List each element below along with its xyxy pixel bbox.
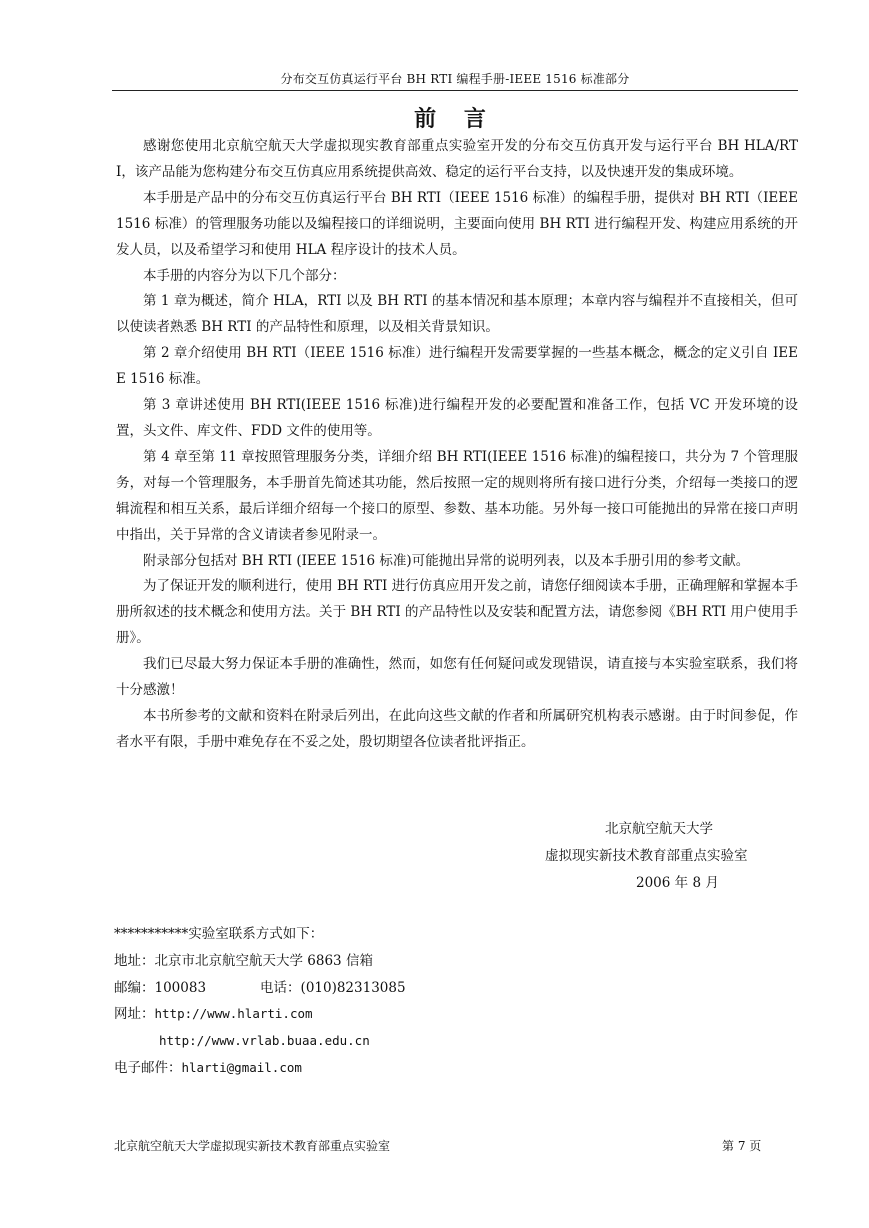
contact-address: 地址：北京市北京航空航天大学 6863 信箱 (114, 952, 373, 969)
contact-block (114, 921, 800, 1082)
paragraph: 我们已尽最大努力保证本手册的准确性，然而，如您有任何疑问或发现错误，请直接与本实验室联系，我们将十分感激！ (116, 656, 798, 699)
footer-page-number: 第 7 页 (722, 1139, 762, 1153)
footer-org: 北京航空航天大学虚拟现实新技术教育部重点实验室 (114, 1139, 391, 1153)
paragraph: 第 3 章讲述使用 BH RTI(IEEE 1516 标准)进行编程开发的必要配置和准备工作，包括 VC 开发环境的设置，头文件、库文件、FDD 文件的使用等。 (116, 397, 798, 439)
paragraph: 本书所参考的文献和资料在附录后列出，在此向这些文献的作者和所属研究机构表示感谢。由于时间参促，作者水平有限，手册中难免存在不妥之处，殷切期望各位读者批评指正。 (116, 707, 798, 750)
paragraph: 第 2 章介绍使用 BH RTI（IEEE 1516 标准）进行编程开发需要掌握的一些基本概念，概念的定义引自 IEEE 1516 标准。 (116, 345, 798, 388)
contact-email-row (114, 1055, 800, 1082)
website-label: 网址： (114, 1006, 155, 1023)
header-rule (112, 90, 798, 91)
contact-phone: 电话：(010)82313085 (260, 979, 406, 996)
contact-website-row-2 (114, 1028, 800, 1055)
preface-body (116, 134, 798, 756)
email-label: 电子邮件： (114, 1059, 182, 1076)
email-link[interactable]: hlarti@gmail.com (181, 1059, 302, 1075)
running-header: 分布交互仿真运行平台 BH RTI 编程手册-IEEE 1516 标准部分 (280, 72, 630, 86)
paragraph: 第 4 章至第 11 章按照管理服务分类，详细介绍 BH RTI(IEEE 1516 标准)的编程接口，共分为 7 个管理服务，对每一个管理服务，本手册首先简述其功能，然后按照一定的规则将所有接口进行分类，介绍每一类接口的逻辑流程和相互关系，最后详细介绍每一个接口的原型、参数、基本功能。另外每一接口可能抛出的异常在接口声明中指出，关于异常的含义请读者参见附录一。 (116, 448, 798, 543)
signature-block (112, 816, 798, 897)
paragraph: 为了保证开发的顺利进行，使用 BH RTI 进行仿真应用开发之前，请您仔细阅读本手册，正确理解和掌握本手册所叙述的技术概念和使用方法。关于 BH RTI 的产品特性以及安装和配置方法，请您参阅《BH RTI 用户使用手册》。 (116, 578, 798, 647)
preface-title: 前 言 (414, 106, 496, 132)
signature-org: 北京航空航天大学 (605, 821, 713, 837)
contact-heading: ***********实验室联系方式如下： (114, 926, 324, 942)
signature-lab: 虚拟现实新技术教育部重点实验室 (545, 848, 748, 864)
paragraph: 附录部分包括对 BH RTI (IEEE 1516 标准)可能抛出异常的说明列表，以及本手册引用的参考文献。 (143, 552, 750, 569)
website-link-2[interactable]: http://www.vrlab.buaa.edu.cn (159, 1033, 370, 1049)
paragraph: 本手册的内容分为以下几个部分： (143, 267, 346, 284)
paragraph: 第 1 章为概述，简介 HLA，RTI 以及 BH RTI 的基本情况和基本原理；本章内容与编程并不直接相关，但可以使读者熟悉 BH RTI 的产品特性和原理，以及相关背景知识。 (116, 293, 798, 336)
contact-postcode-phone (114, 975, 800, 1002)
website-link-1[interactable]: http://www.hlarti.com (154, 1006, 313, 1022)
paragraph: 感谢您使用北京航空航天大学虚拟现实教育部重点实验室开发的分布交互仿真开发与运行平台 BH HLA/RTI，该产品能为您构建分布交互仿真应用系统提供高效、稳定的运行平台支持，以及快速开发的集成环境。 (116, 138, 798, 180)
contact-postcode: 邮编：100083 (114, 979, 207, 996)
signature-date: 2006 年 8 月 (636, 875, 719, 891)
paragraph: 本手册是产品中的分布交互仿真运行平台 BH RTI（IEEE 1516 标准）的编程手册，提供对 BH RTI（IEEE 1516 标准）的管理服务功能以及编程接口的详细说明，主要面向使用 BH RTI 进行编程开发、构建应用系统的开发人员，以及希望学习和使用 HLA 程序设计的技术人员。 (116, 189, 798, 258)
contact-website-row (114, 1001, 800, 1028)
